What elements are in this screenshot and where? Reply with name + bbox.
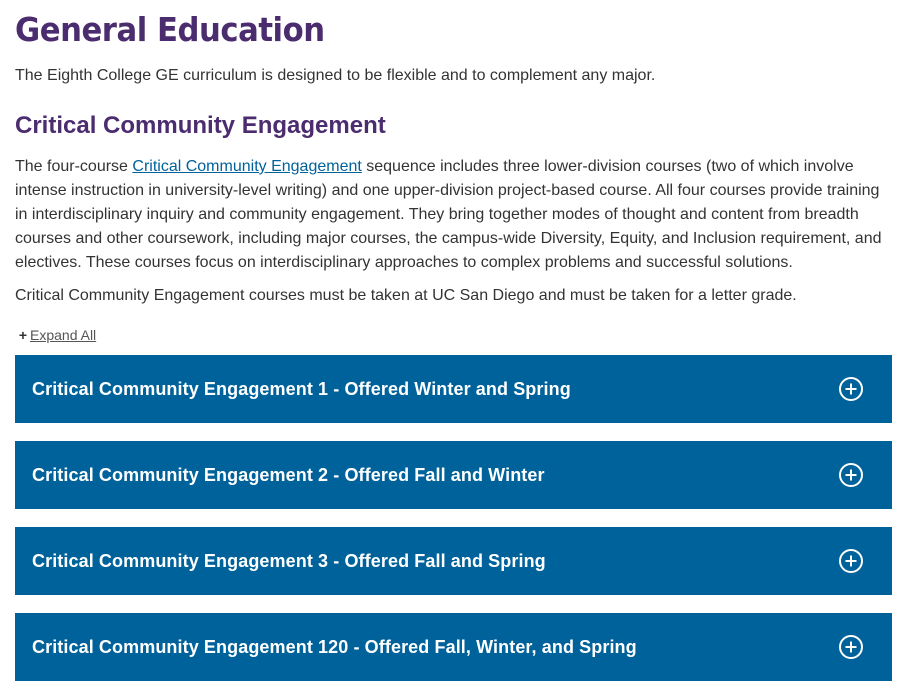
intro-text: The Eighth College GE curriculum is designed to be flexible and to complement any major. (15, 67, 656, 84)
plus-icon: + (18, 327, 28, 343)
accordion (15, 355, 892, 681)
section-title: Critical Community Engagement (15, 112, 386, 139)
grade-requirement-text: Critical Community Engagement courses must be taken at UC San Diego and must be taken for a letter grade. (15, 287, 797, 304)
expand-all-control[interactable] (15, 326, 892, 344)
accordion-item-cce-2[interactable] (15, 441, 892, 509)
cce-link[interactable]: Critical Community Engagement (132, 158, 362, 175)
plus-circle-icon[interactable] (838, 376, 864, 402)
page-content (15, 0, 892, 699)
section-description (15, 155, 892, 275)
accordion-item-label: Critical Community Engagement 3 - Offered Fall and Spring (32, 550, 546, 571)
accordion-item-cce-1[interactable] (15, 355, 892, 423)
accordion-item-label: Critical Community Engagement 1 - Offered Winter and Spring (32, 378, 571, 399)
accordion-item-cce-3[interactable] (15, 527, 892, 595)
accordion-item-label: Critical Community Engagement 2 - Offered Fall and Winter (32, 464, 545, 485)
expand-all-link[interactable]: Expand All (30, 327, 97, 343)
page-title: General Education (15, 10, 325, 49)
accordion-item-label: Critical Community Engagement 120 - Offered Fall, Winter, and Spring (32, 636, 637, 657)
accordion-item-cce-120[interactable] (15, 613, 892, 681)
plus-circle-icon[interactable] (838, 548, 864, 574)
description-text-start: The four-course (15, 158, 133, 175)
description-text-end: sequence includes three lower-division courses (two of which involve intense instruction in university-level writing) and one upper-division project-based course. All four courses provide training in interdisciplinary inquiry and community engagement. They bring together modes of thought and content from breadth courses and other coursework, including major courses, the campus-wide Diversity, Equity, and Inclusion requirement, and electives. These courses focus on interdisciplinary approaches to complex problems and successful solutions. (15, 158, 882, 271)
plus-circle-icon[interactable] (838, 634, 864, 660)
plus-circle-icon[interactable] (838, 462, 864, 488)
